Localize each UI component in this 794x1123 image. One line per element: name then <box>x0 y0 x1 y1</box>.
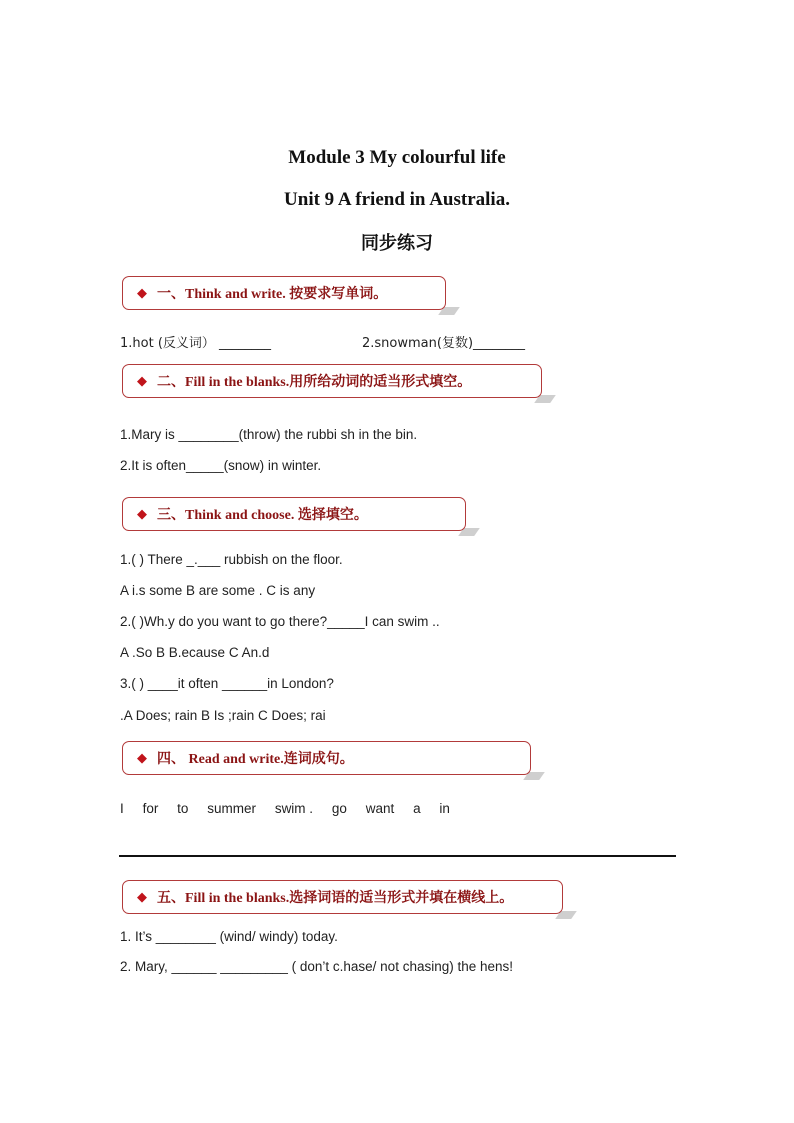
section2-q2: 2.It is often_____(snow) in winter. <box>120 458 322 473</box>
section5-q1: 1. It’s ________ (wind/ windy) today. <box>120 929 338 944</box>
section5-heading-cn: 选择词语的适当形式并填在横线上。 <box>289 890 514 906</box>
section2-q1: 1.Mary is ________(throw) the rubbi sh in the bin. <box>120 427 418 442</box>
diamond-icon: ◆ <box>137 373 147 388</box>
section4-heading <box>122 741 531 775</box>
word: to <box>177 801 189 816</box>
practice-title: 同步练习 <box>361 233 433 254</box>
section1-q2: 2.snowman(复数)________ <box>362 336 526 351</box>
word: summer <box>207 801 256 816</box>
section3-heading-en: 三、Think and choose. <box>157 508 295 523</box>
section4-heading-cn: 连词成句。 <box>283 751 354 767</box>
section3-heading <box>122 497 466 531</box>
section5-heading-en: 五、Fill in the blanks. <box>157 891 290 906</box>
section3-q1-options: A i.s some B are some . C is any <box>120 583 316 598</box>
word: in <box>439 801 450 816</box>
section1-heading-cn: 按要求写单词。 <box>289 286 388 302</box>
section2-heading-cn: 用所给动词的适当形式填空。 <box>289 374 472 390</box>
section3-q2-options: A .So B B.ecause C An.d <box>120 645 270 660</box>
section3-q3-options: .A Does; rain B Is ;rain C Does; rai <box>120 708 326 723</box>
unit-title: Unit 9 A friend in Australia. <box>284 189 510 210</box>
section2-heading <box>122 364 542 398</box>
section4-heading-en: 四、 Read and write. <box>157 752 284 767</box>
module-title: Module 3 My colourful life <box>288 147 506 168</box>
word: I <box>120 801 124 816</box>
section1-heading <box>122 276 446 310</box>
section3-q3: 3.( ) ____it often ______in London? <box>120 676 334 691</box>
diamond-icon: ◆ <box>137 506 147 521</box>
word: want <box>365 801 395 816</box>
word: go <box>331 801 347 816</box>
section5-heading <box>122 880 563 914</box>
section3-heading-cn: 选择填空。 <box>297 507 368 523</box>
section1-heading-en: 一、Think and write. <box>157 287 286 302</box>
section2-heading-en: 二、Fill in the blanks. <box>157 375 290 390</box>
diamond-icon: ◆ <box>137 889 147 904</box>
word: swim . <box>274 801 314 816</box>
section5-q2: 2. Mary, ______ _________ ( don’t c.hase/ not chasing) the hens! <box>120 959 514 974</box>
section3-q1: 1.( ) There _.___ rubbish on the floor. <box>120 552 343 567</box>
section1-q1: 1.hot (反义词） ________ <box>120 336 272 351</box>
diamond-icon: ◆ <box>137 285 147 300</box>
diamond-icon: ◆ <box>137 750 147 765</box>
word: a <box>413 801 421 816</box>
word: for <box>142 801 159 816</box>
word-list <box>120 801 450 816</box>
section3-q2: 2.( )Wh.y do you want to go there?_____I can swim .. <box>120 614 440 629</box>
answer-line <box>119 855 676 857</box>
